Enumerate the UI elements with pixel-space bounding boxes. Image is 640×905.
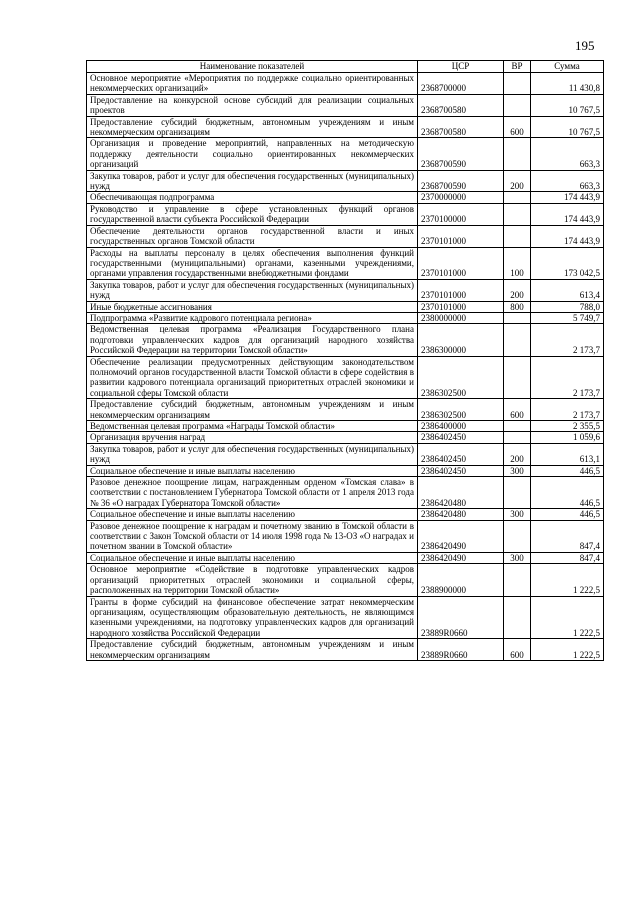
cell-sum: 663,3 xyxy=(531,170,604,192)
cell-csr: 2370101000 xyxy=(418,279,504,301)
cell-csr: 23889R0660 xyxy=(418,639,504,661)
cell-sum: 663,3 xyxy=(531,138,604,170)
cell-vr: 300 xyxy=(504,509,531,520)
cell-vr xyxy=(504,477,531,509)
cell-sum: 174 443,9 xyxy=(531,192,604,203)
cell-csr: 2368700580 xyxy=(418,94,504,116)
cell-name: Основное мероприятие «Мероприятия по поддержке социально ориентированных некоммерческих организаций» xyxy=(87,73,418,95)
cell-csr: 2380000000 xyxy=(418,312,504,323)
cell-vr xyxy=(504,312,531,323)
cell-vr: 200 xyxy=(504,443,531,465)
cell-sum: 788,0 xyxy=(531,301,604,312)
cell-sum: 1 222,5 xyxy=(531,596,604,639)
table-row xyxy=(87,564,604,596)
cell-name: Разовое денежное поощрение к наградам и почетному званию в Томской области в соответствии с Закон Томской области от 14 июля 1998 года № 13-ОЗ «О наградах и почетном звании в Томской области» xyxy=(87,520,418,552)
cell-csr: 2368700590 xyxy=(418,170,504,192)
cell-csr: 2368700000 xyxy=(418,73,504,95)
cell-csr: 2368700590 xyxy=(418,138,504,170)
cell-name: Ведомственная целевая программа «Реализация Государственного плана подготовки управленческих кадров для организаций народного хозяйства Российской Федерации на территории Томской области» xyxy=(87,324,418,356)
cell-sum: 847,4 xyxy=(531,520,604,552)
table-row xyxy=(87,324,604,356)
cell-sum: 613,4 xyxy=(531,279,604,301)
cell-csr: 2370000000 xyxy=(418,192,504,203)
cell-sum: 11 430,8 xyxy=(531,73,604,95)
header-csr: ЦСР xyxy=(418,61,504,73)
cell-sum: 613,1 xyxy=(531,443,604,465)
cell-name: Социальное обеспечение и иные выплаты населению xyxy=(87,465,418,476)
cell-csr: 23889R0660 xyxy=(418,596,504,639)
cell-vr xyxy=(504,564,531,596)
cell-name: Организация и проведение мероприятий, направленных на методическую поддержку деятельности социально ориентированных некоммерческих организаций xyxy=(87,138,418,170)
cell-name: Предоставление субсидий бюджетным, автономным учреждениям и иным некоммерческим организациям xyxy=(87,399,418,421)
cell-csr: 2370101000 xyxy=(418,225,504,247)
table-row xyxy=(87,596,604,639)
cell-vr xyxy=(504,138,531,170)
cell-csr: 2386420480 xyxy=(418,509,504,520)
header-name: Наименование показателей xyxy=(87,61,418,73)
cell-csr: 2386402450 xyxy=(418,443,504,465)
cell-vr xyxy=(504,73,531,95)
cell-vr: 300 xyxy=(504,552,531,563)
table-row xyxy=(87,301,604,312)
cell-sum: 446,5 xyxy=(531,477,604,509)
header-sum: Сумма xyxy=(531,61,604,73)
cell-name: Социальное обеспечение и иные выплаты населению xyxy=(87,509,418,520)
cell-sum: 2 173,7 xyxy=(531,356,604,399)
cell-vr xyxy=(504,94,531,116)
cell-name: Закупка товаров, работ и услуг для обеспечения государственных (муниципальных) нужд xyxy=(87,170,418,192)
table-row xyxy=(87,520,604,552)
table-row xyxy=(87,225,604,247)
cell-csr: 2368700580 xyxy=(418,116,504,138)
cell-sum: 5 749,7 xyxy=(531,312,604,323)
cell-csr: 2386400000 xyxy=(418,421,504,432)
cell-csr: 2386402450 xyxy=(418,465,504,476)
cell-csr: 2386420480 xyxy=(418,477,504,509)
header-vr: ВР xyxy=(504,61,531,73)
header-row xyxy=(87,61,604,73)
table-row xyxy=(87,477,604,509)
cell-csr: 2386402450 xyxy=(418,432,504,443)
cell-name: Закупка товаров, работ и услуг для обеспечения государственных (муниципальных) нужд xyxy=(87,279,418,301)
cell-vr: 800 xyxy=(504,301,531,312)
cell-csr: 2386302500 xyxy=(418,399,504,421)
table-row xyxy=(87,170,604,192)
cell-name: Закупка товаров, работ и услуг для обеспечения государственных (муниципальных) нужд xyxy=(87,443,418,465)
cell-name: Обеспечивающая подпрограмма xyxy=(87,192,418,203)
cell-csr: 2386420490 xyxy=(418,520,504,552)
table-row xyxy=(87,279,604,301)
cell-sum: 10 767,5 xyxy=(531,116,604,138)
cell-name: Обеспечение реализации предусмотренных действующим законодательством полномочий органов государственной власти Томской области в сфере содействия в развитии кадрового потенциала организаций приоритетных отраслей экономики и социальной сферы Томской области xyxy=(87,356,418,399)
table-row xyxy=(87,312,604,323)
cell-csr: 2388900000 xyxy=(418,564,504,596)
cell-vr xyxy=(504,356,531,399)
cell-csr: 2386420490 xyxy=(418,552,504,563)
cell-csr: 2386300000 xyxy=(418,324,504,356)
cell-vr xyxy=(504,520,531,552)
cell-name: Расходы на выплаты персоналу в целях обеспечения выполнения функций государственными (муниципальными) органами, казенными учреждениями, органами управления государственными внебюджетными фондами xyxy=(87,247,418,279)
cell-vr: 100 xyxy=(504,247,531,279)
table-row xyxy=(87,203,604,225)
cell-csr: 2386302500 xyxy=(418,356,504,399)
cell-vr xyxy=(504,192,531,203)
cell-sum: 1 222,5 xyxy=(531,564,604,596)
table-row xyxy=(87,138,604,170)
cell-name: Социальное обеспечение и иные выплаты населению xyxy=(87,552,418,563)
table-row xyxy=(87,399,604,421)
cell-name: Гранты в форме субсидий на финансовое обеспечение затрат некоммерческим организациям, осуществляющим образовательную деятельность, не являющимся казенными учреждениями, на подготовку управленческих кадров для организаций народного хозяйства Российской Федерации xyxy=(87,596,418,639)
table-row xyxy=(87,73,604,95)
cell-sum: 446,5 xyxy=(531,465,604,476)
cell-name: Предоставление на конкурсной основе субсидий для реализации социальных проектов xyxy=(87,94,418,116)
table-row xyxy=(87,116,604,138)
cell-sum: 174 443,9 xyxy=(531,203,604,225)
cell-vr xyxy=(504,225,531,247)
cell-sum: 10 767,5 xyxy=(531,94,604,116)
table-row xyxy=(87,432,604,443)
cell-name: Иные бюджетные ассигнования xyxy=(87,301,418,312)
table-row xyxy=(87,356,604,399)
cell-sum: 173 042,5 xyxy=(531,247,604,279)
cell-sum: 1 059,6 xyxy=(531,432,604,443)
cell-vr xyxy=(504,324,531,356)
cell-vr: 200 xyxy=(504,170,531,192)
table-row xyxy=(87,465,604,476)
table-row xyxy=(87,509,604,520)
cell-sum: 174 443,9 xyxy=(531,225,604,247)
cell-sum: 847,4 xyxy=(531,552,604,563)
cell-vr: 300 xyxy=(504,465,531,476)
cell-vr: 600 xyxy=(504,116,531,138)
cell-vr xyxy=(504,596,531,639)
cell-vr xyxy=(504,432,531,443)
cell-name: Обеспечение деятельности органов государственной власти и иных государственных органов Томской области xyxy=(87,225,418,247)
cell-vr: 600 xyxy=(504,639,531,661)
page-number: 195 xyxy=(575,38,595,53)
cell-name: Предоставление субсидий бюджетным, автономным учреждениям и иным некоммерческим организациям xyxy=(87,639,418,661)
table-row xyxy=(87,94,604,116)
cell-name: Организация вручения наград xyxy=(87,432,418,443)
table-row xyxy=(87,421,604,432)
cell-name: Руководство и управление в сфере установленных функций органов государственной власти субъекта Российской Федерации xyxy=(87,203,418,225)
table-row xyxy=(87,443,604,465)
budget-table xyxy=(86,60,604,661)
table-row xyxy=(87,247,604,279)
table-row xyxy=(87,639,604,661)
cell-csr: 2370101000 xyxy=(418,301,504,312)
cell-csr: 2370100000 xyxy=(418,203,504,225)
cell-name: Предоставление субсидий бюджетным, автономным учреждениям и иным некоммерческим организациям xyxy=(87,116,418,138)
cell-vr: 600 xyxy=(504,399,531,421)
cell-sum: 2 173,7 xyxy=(531,324,604,356)
cell-name: Подпрограмма «Развитие кадрового потенциала региона» xyxy=(87,312,418,323)
cell-csr: 2370101000 xyxy=(418,247,504,279)
cell-name: Основное мероприятие «Содействие в подготовке управленческих кадров организаций приоритетных отраслей экономики и социальной сферы, расположенных на территории Томской области» xyxy=(87,564,418,596)
table-header xyxy=(87,61,604,73)
cell-sum: 2 355,5 xyxy=(531,421,604,432)
table-body xyxy=(87,73,604,661)
cell-name: Ведомственная целевая программа «Награды Томской области» xyxy=(87,421,418,432)
cell-name: Разовое денежное поощрение лицам, награжденным орденом «Томская слава» в соответствии с постановлением Губернатора Томской области от 1 апреля 2013 года № 36 «О наградах Губернатора Томской области» xyxy=(87,477,418,509)
cell-vr xyxy=(504,421,531,432)
table-row xyxy=(87,192,604,203)
cell-sum: 1 222,5 xyxy=(531,639,604,661)
table-row xyxy=(87,552,604,563)
cell-vr xyxy=(504,203,531,225)
cell-sum: 2 173,7 xyxy=(531,399,604,421)
cell-vr: 200 xyxy=(504,279,531,301)
cell-sum: 446,5 xyxy=(531,509,604,520)
